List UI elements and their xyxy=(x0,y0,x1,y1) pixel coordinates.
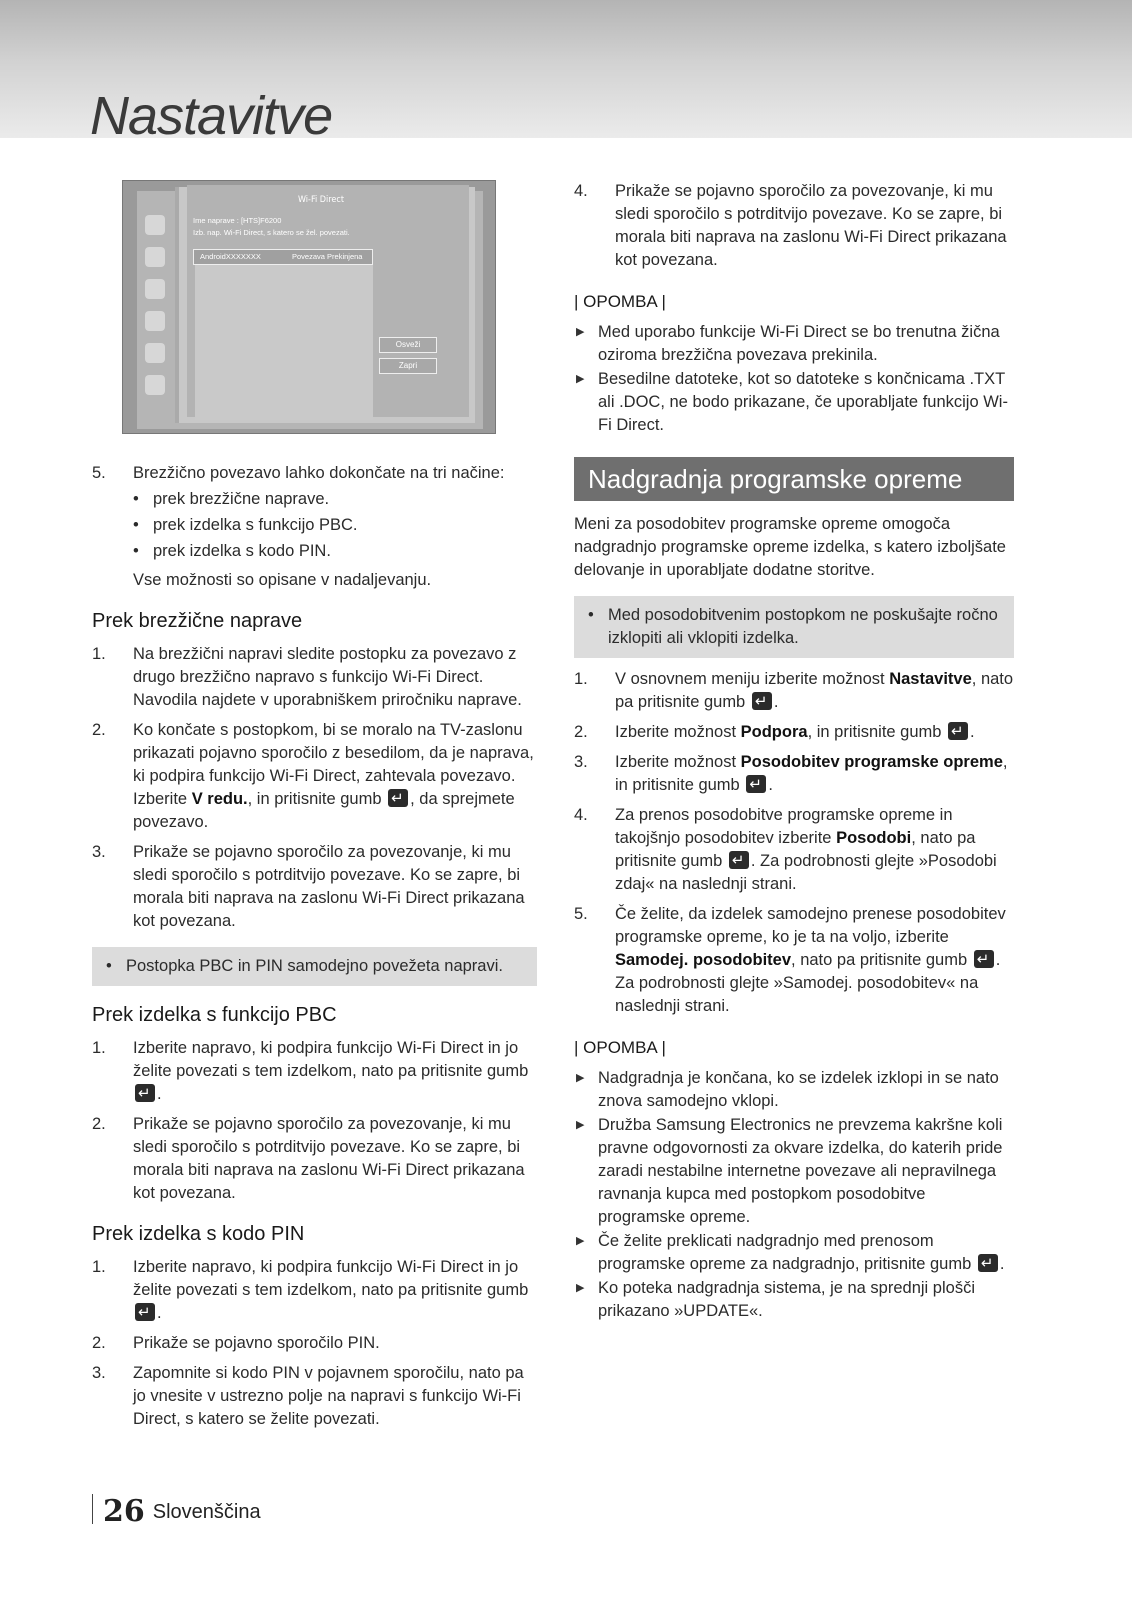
list-item xyxy=(574,804,1014,896)
triangle-right-icon: ▶ xyxy=(576,1282,585,1294)
step-text: Na brezžični napravi sledite postopku za povezavo z drugo brezžično napravo s funkcijo Wi-Fi Direct. Navodila najdete v uporabniškem priročniku naprave. xyxy=(133,645,522,709)
note-text: Če želite preklicati nadgradnjo med prenosom programske opreme za nadgradnjo, pritisnite gumb xyxy=(598,1232,976,1273)
step-text: . xyxy=(157,1304,162,1322)
list-item xyxy=(574,1114,1014,1229)
step-number: 4. xyxy=(574,806,588,824)
step-text: Brezžično povezavo lahko dokončate na tri načine: xyxy=(133,464,505,482)
section-intro: Meni za posodobitev programske opreme omogoča nadgradnjo programske opreme izdelka, s katero izboljšate delovanje in uporabljate dodatne storitve. xyxy=(574,515,1006,579)
list-item: • prek izdelka s funkcijo PBC. xyxy=(133,514,537,537)
dialog-instruction: Izb. nap. Wi-Fi Direct, s katero se žel. povezati. xyxy=(193,228,350,237)
enter-icon xyxy=(746,775,766,793)
step-4 xyxy=(574,180,1014,272)
step-number: 5. xyxy=(92,464,106,482)
page-number: 26 xyxy=(103,1494,145,1529)
enter-icon xyxy=(752,692,772,710)
step-text: , in pritisnite gumb xyxy=(247,790,387,808)
list-item xyxy=(92,1037,537,1106)
triangle-right-icon: ▶ xyxy=(576,1119,585,1131)
step-text: . xyxy=(157,1085,162,1103)
step-text: . Za podrobnosti glejte »Posodobi zdaj« na naslednji strani. xyxy=(615,852,997,893)
dialog-title: Wi-Fi Direct xyxy=(297,195,345,205)
globe-icon xyxy=(145,279,165,299)
triangle-right-icon: ▶ xyxy=(576,326,585,338)
note-text: Med posodobitvenim postopkom ne poskušajte ročno izklopiti ali vklopiti izdelka. xyxy=(608,606,998,647)
step-number: 1. xyxy=(92,1258,106,1276)
left-column xyxy=(92,462,537,1438)
box-icon xyxy=(145,311,165,331)
update-steps xyxy=(574,668,1014,1018)
menu-option: Nastavitve xyxy=(889,670,972,688)
step-number: 2. xyxy=(92,1115,106,1133)
enter-icon xyxy=(388,789,408,807)
device-name: AndroidXXXXXXX xyxy=(200,252,261,261)
step-text: Izberite napravo, ki podpira funkcijo Wi-Fi Direct in jo želite povezati s tem izdelkom, nato pa pritisnite gumb xyxy=(133,1039,529,1080)
step-number: 2. xyxy=(574,723,588,741)
ok-label: V redu. xyxy=(191,790,248,808)
menu-option: Posodobitev programske opreme xyxy=(740,753,1003,771)
gear-icon xyxy=(145,343,165,363)
note-text: Med uporabo funkcije Wi-Fi Direct se bo trenutna žična oziroma brezžična povezava prekinila. xyxy=(598,323,1000,364)
settings-icon xyxy=(145,247,165,267)
note-text: Ko poteka nadgradnja sistema, je na sprednji plošči prikazano »UPDATE«. xyxy=(598,1279,975,1320)
list-item xyxy=(92,1256,537,1325)
wireless-steps xyxy=(92,643,537,933)
list-item xyxy=(92,841,537,933)
close-button[interactable]: Zapri xyxy=(379,358,437,374)
step-number: 1. xyxy=(92,1039,106,1057)
photo-icon xyxy=(145,215,165,235)
device-status: Povezava Prekinjena xyxy=(292,252,363,261)
device-row[interactable] xyxy=(193,249,373,265)
footer-language: Slovenščina xyxy=(152,1501,261,1523)
step-number: 3. xyxy=(574,753,588,771)
list-item xyxy=(92,1362,537,1431)
device-list xyxy=(195,265,373,420)
step-text: Izberite napravo, ki podpira funkcijo Wi-Fi Direct in jo želite povezati s tem izdelkom, nato pa pritisnite gumb xyxy=(133,1258,529,1299)
list-item xyxy=(574,751,1014,797)
menu-option: Podpora xyxy=(740,723,808,741)
step-text: , nato pa pritisnite gumb xyxy=(791,951,972,969)
step-text: Izberite možnost xyxy=(615,753,741,771)
step-text: Če želite, da izdelek samodejno prenese posodobitev programske opreme, ko je ta na voljo, izberite xyxy=(615,905,1006,946)
list-item xyxy=(92,719,537,834)
device-name-label: Ime naprave : [HTS]F6200 xyxy=(193,216,282,225)
step-number: 1. xyxy=(92,645,106,663)
list-item: • prek izdelka s kodo PIN. xyxy=(133,540,537,563)
list-item xyxy=(574,368,1014,437)
step-text: Zapomnite si kodo PIN v pojavnem sporočilu, nato pa jo vnesite v ustrezno polje na napravi s funkcijo Wi-Fi Direct, s katero se želite povezati. xyxy=(133,1364,524,1428)
enter-icon xyxy=(729,851,749,869)
step-number: 4. xyxy=(574,182,588,200)
list-item xyxy=(574,903,1014,1018)
step-text: . xyxy=(768,776,773,794)
step-number: 3. xyxy=(92,1364,106,1382)
step-text: . xyxy=(773,693,779,711)
step-text: Izberite možnost xyxy=(615,723,741,741)
wifi-direct-screenshot xyxy=(122,180,496,434)
section-heading-pbc: Prek izdelka s funkcijo PBC xyxy=(92,1004,337,1026)
note-heading: | OPOMBA | xyxy=(574,1038,666,1057)
step-number: 2. xyxy=(92,1334,106,1352)
footer-divider xyxy=(92,1494,93,1524)
dialog-info xyxy=(193,215,350,239)
step-number: 2. xyxy=(92,721,106,739)
triangle-right-icon: ▶ xyxy=(576,373,585,385)
list-item xyxy=(574,721,1014,744)
list-item: • prek brezžične naprave. xyxy=(133,488,537,511)
list-item xyxy=(92,1332,537,1355)
step-text: , in pritisnite gumb xyxy=(615,753,1008,794)
step-text: Ko končate s postopkom, bi se moralo na TV-zaslonu prikazati pojavno sporočilo z besedilom, da je naprava, ki podpira funkcijo Wi-Fi Direct, zahtevala povezavo. Izberite xyxy=(133,721,534,808)
page-header xyxy=(0,0,1132,146)
section-title: Nadgradnja programske opreme xyxy=(574,457,1014,501)
step-text: , nato pa pritisnite gumb xyxy=(615,829,976,870)
step-4-list xyxy=(574,180,1014,272)
step-text: , nato pa pritisnite gumb xyxy=(615,670,1014,711)
help-icon xyxy=(145,375,165,395)
pbc-steps xyxy=(92,1037,537,1205)
note-list xyxy=(574,321,1014,437)
option-list xyxy=(133,488,537,563)
list-item xyxy=(92,643,537,712)
step-text: Prikaže se pojavno sporočilo PIN. xyxy=(133,1334,380,1352)
enter-icon xyxy=(978,1254,998,1272)
step-number: 5. xyxy=(574,905,588,923)
step-number: 3. xyxy=(92,843,106,861)
enter-icon xyxy=(135,1084,155,1102)
note-text: Družba Samsung Electronics ne prevzema kakršne koli pravne odgovornosti za okvare izdelka, do katerih pride zaradi nestabilne internetne povezave ali nepravilnega ravnanja kupca med postopkom posodobitve programske opreme. xyxy=(598,1116,1003,1226)
enter-icon xyxy=(135,1303,155,1321)
page-footer xyxy=(92,1494,261,1529)
note-list xyxy=(574,1067,1014,1323)
note-box: • Med posodobitvenim postopkom ne poskušajte ročno izklopiti ali vklopiti izdelka. xyxy=(574,596,1014,658)
enter-icon xyxy=(974,950,994,968)
pin-steps xyxy=(92,1256,537,1431)
step-text: , in pritisnite gumb xyxy=(807,723,947,741)
triangle-right-icon: ▶ xyxy=(576,1072,585,1084)
note-heading: | OPOMBA | xyxy=(574,292,666,311)
note-text: . xyxy=(999,1255,1005,1273)
triangle-right-icon: ▶ xyxy=(576,1235,585,1247)
step-text: . Za podrobnosti glejte »Samodej. posodobitev« na naslednji strani. xyxy=(615,951,1001,1015)
page-title: Nastavitve xyxy=(90,86,333,146)
step-text: Prikaže se pojavno sporočilo za povezovanje, ki mu sledi sporočilo s potrditvijo povezave. Ko se zapre, bi morala biti naprava na zaslonu Wi-Fi Direct prikazana kot povezana. xyxy=(615,182,1007,269)
menu-icons xyxy=(145,215,175,407)
list-item xyxy=(574,321,1014,367)
menu-option: Samodej. posodobitev xyxy=(615,951,792,969)
list-item xyxy=(574,1230,1014,1276)
section-heading-pin: Prek izdelka s kodo PIN xyxy=(92,1223,305,1245)
step-note: Vse možnosti so opisane v nadaljevanju. xyxy=(133,571,432,589)
step-5-list xyxy=(92,462,537,592)
step-text: . xyxy=(970,723,975,741)
section-heading-wireless: Prek brezžične naprave xyxy=(92,610,303,632)
list-item xyxy=(574,668,1014,714)
note-box: • Postopka PBC in PIN samodejno povežeta napravi. xyxy=(92,947,537,986)
step-5 xyxy=(92,462,537,592)
note-text: Besedilne datoteke, kot so datoteke s končnicama .TXT ali .DOC, ne bodo prikazane, če uporabljate funkcijo Wi-Fi Direct. xyxy=(598,370,1008,434)
note-text: Postopka PBC in PIN samodejno povežeta napravi. xyxy=(126,957,503,975)
right-column xyxy=(574,180,1014,1324)
step-text: Prikaže se pojavno sporočilo za povezovanje, ki mu sledi sporočilo s potrditvijo povezave. Ko se zapre, bi morala biti naprava na zaslonu Wi-Fi Direct prikazana kot povezana. xyxy=(133,843,525,930)
step-text: Za prenos posodobitve programske opreme in takojšnjo posodobitev izberite xyxy=(615,806,953,847)
step-text: , da sprejmete povezavo. xyxy=(133,790,515,831)
step-text: Prikaže se pojavno sporočilo za povezovanje, ki mu sledi sporočilo s potrditvijo povezave. Ko se zapre, bi morala biti naprava na zaslonu Wi-Fi Direct prikazana kot povezana. xyxy=(133,1115,525,1202)
step-number: 1. xyxy=(574,670,588,688)
refresh-button[interactable]: Osveži xyxy=(379,337,437,353)
enter-icon xyxy=(948,722,968,740)
menu-option: Posodobi xyxy=(836,829,912,847)
step-text: V osnovnem meniju izberite možnost xyxy=(615,670,890,688)
note-text: Nadgradnja je končana, ko se izdelek izklopi in se nato znova samodejno vklopi. xyxy=(598,1069,999,1110)
list-item xyxy=(574,1067,1014,1113)
list-item xyxy=(574,1277,1014,1323)
list-item xyxy=(92,1113,537,1205)
